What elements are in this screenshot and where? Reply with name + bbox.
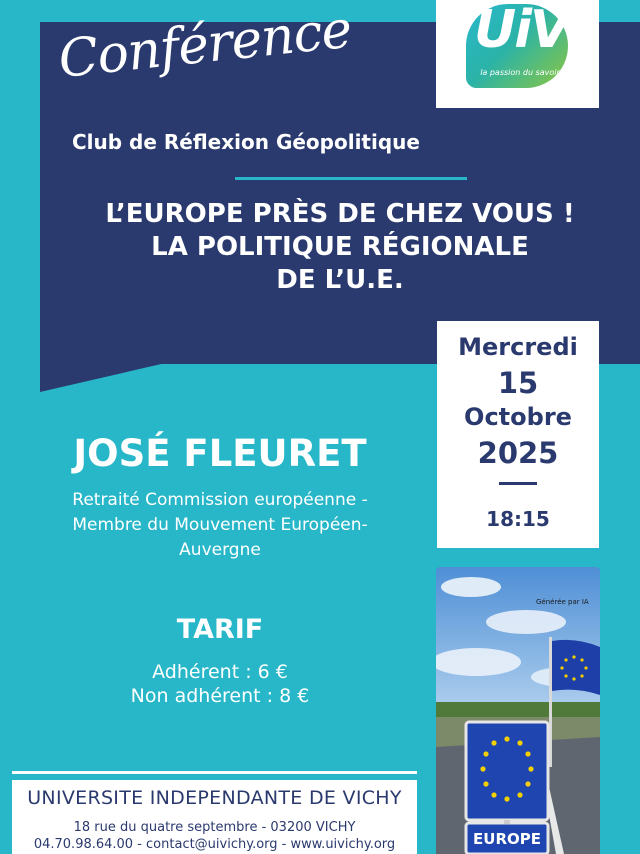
university-name: UNIVERSITE INDEPENDANTE DE VICHY [27, 787, 402, 809]
headline-line-3: DE L’U.E. [276, 265, 404, 295]
tarif-non-member: Non adhérent : 8 € [130, 685, 310, 707]
conference-script-title: Conférence [55, 0, 355, 91]
event-time: 18:15 [486, 507, 550, 531]
europe-border-illustration [436, 567, 600, 854]
date-month: Octobre [464, 403, 572, 431]
speaker-role-line-3: Auvergne [179, 540, 261, 560]
date-year: 2025 [477, 436, 559, 470]
europe-border-photo [436, 567, 600, 854]
date-weekday: Mercredi [458, 333, 578, 361]
footer-address: 18 rue du quatre septembre - 03200 VICHY [73, 820, 356, 835]
tarif-member: Adhérent : 6 € [152, 661, 288, 683]
date-divider [499, 482, 537, 485]
headline-line-2: LA POLITIQUE RÉGIONALE [151, 232, 529, 262]
event-headline [40, 198, 640, 297]
photo-credit: Générée par IA [536, 598, 589, 606]
footer-contact: 04.70.98.64.00 - contact@uivichy.org - www.uivichy.org [33, 837, 396, 852]
speaker-role [28, 488, 412, 563]
headline-line-1: L’EUROPE PRÈS DE CHEZ VOUS ! [105, 199, 575, 229]
date-day: 15 [497, 366, 539, 400]
club-name: Club de Réflexion Géopolitique [72, 130, 420, 154]
logo-tagline: la passion du savoir [480, 68, 560, 77]
title-divider [235, 177, 467, 180]
speech-bubble-tail [40, 362, 170, 392]
tarif-title: TARIF [176, 614, 264, 645]
speaker-role-line-1: Retraité Commission européenne - [72, 490, 368, 510]
speaker-name: JOSÉ FLEURET [73, 432, 367, 475]
speaker-role-line-2: Membre du Mouvement Européen- [72, 515, 368, 535]
logo-text: UiV [474, 0, 569, 60]
europe-sign-label: EUROPE [473, 830, 541, 848]
footer-divider [12, 771, 417, 774]
